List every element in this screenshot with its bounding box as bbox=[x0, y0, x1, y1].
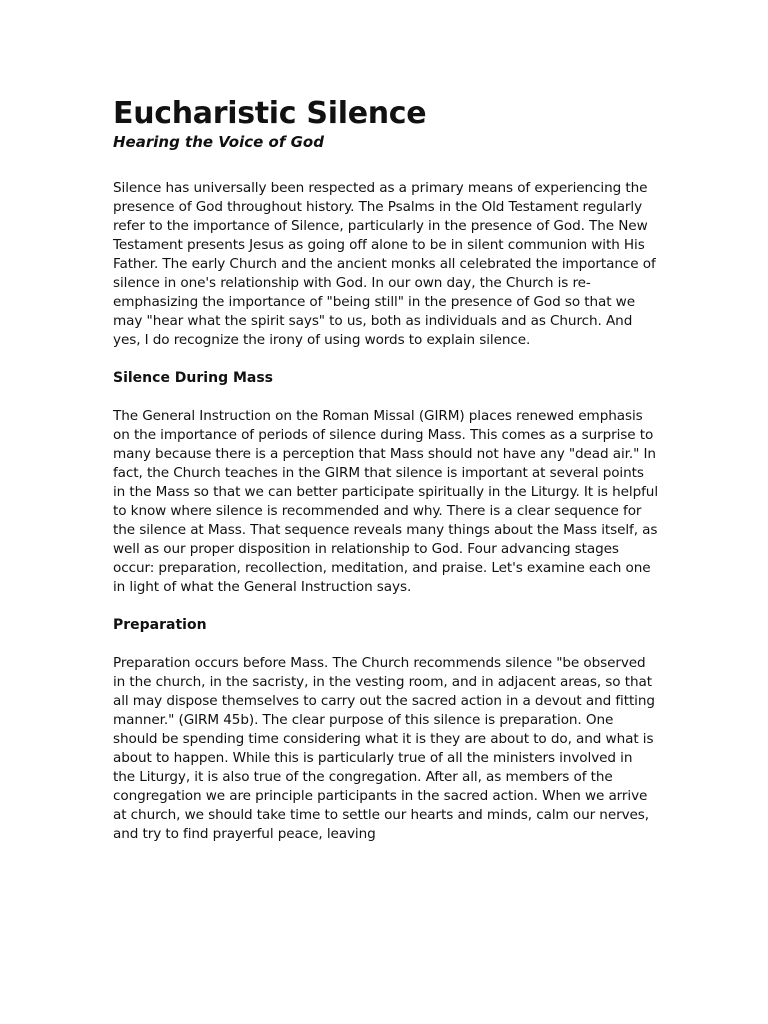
section-heading-preparation: Preparation bbox=[113, 617, 207, 633]
section-body-silence-during-mass: The General Instruction on the Roman Missal (GIRM) places renewed emphasis on the importance of periods of silence during Mass. This comes as a surprise to many because there is a perception that Mass should not have any "dead air." In fact, the Church teaches in the GIRM that silence is important at several points in the Mass so that we can better participate spiritually in the Liturgy. It is helpful to know where silence is recommended and why. There is a clear sequence for the silence at Mass. That sequence reveals many things about the Mass itself, as well as our proper disposition in relationship to God. Four advancing stages occur: preparation, recollection, meditation, and praise. Let's examine each one in light of what the General Instruction says. bbox=[113, 408, 658, 595]
section-heading-silence-during-mass: Silence During Mass bbox=[113, 370, 274, 386]
document-subtitle: Hearing the Voice of God bbox=[113, 133, 324, 151]
document-title: Eucharistic Silence bbox=[113, 96, 427, 131]
section-body-preparation: Preparation occurs before Mass. The Church recommends silence "be observed in the church, in the sacristy, in the vesting room, and in adjacent areas, so that all may dispose themselves to carry out the sacred action in a devout and fitting manner." (GIRM 45b). The clear purpose of this silence is preparation. One should be spending time considering what it is they are about to do, and what is about to happen. While this is particularly true of all the ministers involved in the Liturgy, it is also true of the congregation. After all, as members of the congregation we are principle participants in the sacred action. When we arrive at church, we should take time to settle our hearts and minds, calm our nerves, and try to find prayerful peace, leaving bbox=[113, 655, 655, 842]
document-page bbox=[113, 96, 658, 863]
intro-paragraph: Silence has universally been respected as a primary means of experiencing the presence of God throughout history. The Psalms in the Old Testament regularly refer to the importance of Silence, particularly in the presence of God. The New Testament presents Jesus as going off alone to be in silent communion with His Father. The early Church and the ancient monks all celebrated the importance of silence in one's relationship with God. In our own day, the Church is re-emphasizing the importance of "being still" in the presence of God so that we may "hear what the spirit says" to us, both as individuals and as Church. And yes, I do recognize the irony of using words to explain silence. bbox=[113, 180, 656, 348]
